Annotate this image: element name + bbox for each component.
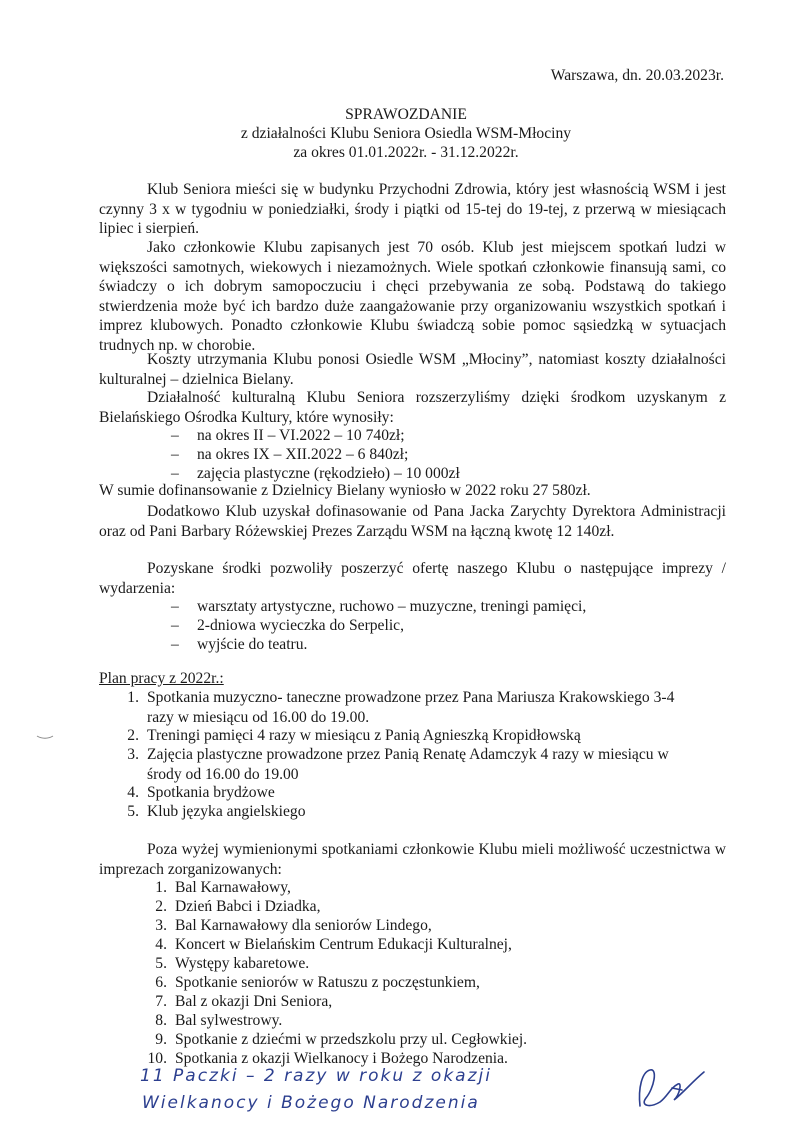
other-item: [155, 954, 310, 974]
plan-item-line: Klub języka angielskiego: [147, 803, 306, 820]
event-item-text: 2-dniowa wycieczka do Serpelic,: [197, 617, 404, 634]
other-item-text: Występy kabaretowe.: [175, 955, 310, 972]
other-item: [155, 916, 432, 936]
report-period: za okres 01.01.2022r. - 31.12.2022r.: [293, 144, 519, 161]
paragraph-additional-funding: Dodatkowo Klub uzyskał dofinasowanie od Pana Jacka Zarychty Dyrektora Administracji oraz od Pani Barbary Różewskiej Prezes Zarządu WSM na łączną kwotę 12 140zł.: [99, 503, 726, 540]
paragraph-members: Jako członkowie Klubu zapisanych jest 70 osób. Klub jest miejscem spotkań ludzi w większości samotnych, wiekowych i niezamożnych. Wiele spotkań członkowie finansują sami, co świadczy o ich dobrym samopoczuciu i chęci przebywania ze sobą. Podstawą do takiego stwierdzenia może być ich bardzo duże zaangażowanie przy organizowaniu wszystkich spotkań i imprez klubowych. Ponadto członkowie Klubu świadczą sobie pomoc sąsiedzką w sytuacjach trudnych np. w chorobie.: [99, 239, 726, 354]
plan-item-number: 4.: [127, 784, 139, 801]
funding-item: [171, 426, 405, 446]
other-item-number: 4.: [155, 936, 167, 953]
plan-item-number: 5.: [127, 803, 139, 820]
other-item-text: Koncert w Bielańskim Centrum Edukacji Kulturalnej,: [175, 936, 512, 953]
other-item-number: 10.: [147, 1050, 167, 1067]
event-item: [171, 635, 307, 655]
report-title: SPRAWOZDANIE: [345, 106, 467, 123]
other-item-text: Spotkanie seniorów w Ratuszu z poczęstunkiem,: [175, 974, 480, 991]
plan-item: [127, 783, 275, 803]
plan-item-line: Spotkania muzyczno- taneczne prowadzone przez Pana Mariusza Krakowskiego 3-4: [147, 689, 675, 706]
event-item: [171, 616, 404, 636]
other-item: [155, 878, 291, 898]
other-item-number: 7.: [155, 993, 167, 1010]
other-item-text: Bal Karnawałowy,: [175, 879, 291, 896]
plan-item-number: 2.: [127, 727, 139, 744]
other-item-number: 8.: [155, 1012, 167, 1029]
plan-item: [127, 688, 675, 727]
dash-bullet: –: [171, 465, 179, 482]
plan-item: [127, 802, 306, 822]
plan-heading: Plan pracy z 2022r.:: [99, 670, 224, 687]
paragraph-offer: Pozyskane środki pozwoliły poszerzyć ofertę naszego Klubu o następujące imprezy / wydarzenia:: [99, 560, 726, 597]
plan-item-line: Spotkania brydżowe: [147, 784, 275, 801]
paragraph-other-events: Poza wyżej wymienionymi spotkaniami członkowie Klubu mieli możliwość uczestnictwa w imprezach zorganizowanych:: [99, 841, 726, 878]
other-item: [155, 1011, 283, 1031]
margin-scan-mark: [36, 734, 54, 740]
other-item: [155, 1030, 528, 1050]
dash-bullet: –: [171, 617, 179, 634]
report-subtitle: z działalności Klubu Seniora Osiedla WSM-Młociny: [240, 125, 572, 142]
event-item-text: warsztaty artystyczne, ruchowo – muzyczne, treningi pamięci,: [197, 598, 587, 615]
other-item-number: 5.: [155, 955, 167, 972]
other-item-text: Spotkanie z dziećmi w przedszkolu przy ul. Cegłowkiej.: [175, 1031, 528, 1048]
other-item: [155, 935, 512, 955]
other-item-text: Spotkania z okazji Wielkanocy i Bożego Narodzenia.: [175, 1050, 508, 1067]
funding-item: [171, 464, 460, 484]
plan-item: [127, 726, 581, 746]
plan-item-line: razy w miesiącu od 16.00 do 19.00.: [147, 708, 370, 726]
event-item: [171, 597, 586, 617]
dash-bullet: –: [171, 598, 179, 615]
plan-item: [127, 745, 669, 784]
funding-item: [171, 445, 408, 465]
funding-item-text: na okres IX – XII.2022 – 6 840zł;: [197, 446, 409, 463]
plan-item-number: 3.: [127, 746, 139, 763]
handwritten-line-1: 11 Paczki – 2 razy w roku z okazji: [140, 1066, 492, 1086]
dash-bullet: –: [171, 636, 179, 653]
handwritten-line-2: Wielkanocy i Bożego Narodzenia: [142, 1093, 480, 1113]
dash-bullet: –: [171, 427, 179, 444]
plan-item-number: 1.: [127, 689, 139, 706]
other-item-number: 6.: [155, 974, 167, 991]
other-item-number: 9.: [155, 1031, 167, 1048]
dash-bullet: –: [171, 446, 179, 463]
plan-item-line: Zajęcia plastyczne prowadzone przez Panią Renatę Adamczyk 4 razy w miesiącu w: [147, 746, 669, 763]
other-item-number: 3.: [155, 917, 167, 934]
other-item-text: Dzień Babci i Dziadka,: [175, 898, 321, 915]
event-item-text: wyjście do teatru.: [197, 636, 308, 653]
other-item-number: 1.: [155, 879, 167, 896]
other-item-text: Bal z okazji Dni Seniora,: [175, 993, 333, 1010]
funding-item-text: na okres II – VI.2022 – 10 740zł;: [197, 427, 405, 444]
other-item: [155, 992, 333, 1012]
other-item: [155, 897, 321, 917]
other-item-text: Bal sylwestrowy.: [175, 1012, 283, 1029]
paragraph-total-funding: W sumie dofinansowanie z Dzielnicy Bielany wyniosło w 2022 roku 27 580zł.: [99, 482, 591, 499]
funding-item-text: zajęcia plastyczne (rękodzieło) – 10 000zł: [197, 465, 460, 482]
signature-mark: [620, 1058, 720, 1118]
other-item-number: 2.: [155, 898, 167, 915]
plan-item-line: środy od 16.00 do 19.00: [147, 765, 299, 783]
other-item-text: Bal Karnawałowy dla seniorów Lindego,: [175, 917, 432, 934]
paragraph-location: Klub Seniora mieści się w budynku Przychodni Zdrowia, który jest własnością WSM i jest czynny 3 x w tygodniu w poniedziałki, środy i piątki od 15-tej do 19-tej, z przerwą w miesiącach lipiec i sierpień.: [99, 181, 726, 237]
paragraph-costs: Koszty utrzymania Klubu ponosi Osiedle WSM „Młociny”, natomiast koszty działalności kulturalnej – dzielnica Bielany.: [99, 351, 726, 388]
paragraph-cultural-funding: Działalność kulturalną Klubu Seniora rozszerzyliśmy dzięki środkom uzyskanym z Bielańskiego Ośrodka Kultury, które wynosiły:: [99, 389, 726, 426]
plan-item-line: Treningi pamięci 4 razy w miesiącu z Panią Agnieszką Kropidłowską: [147, 727, 581, 744]
other-item: [155, 973, 480, 993]
date-line: Warszawa, dn. 20.03.2023r.: [550, 67, 724, 84]
